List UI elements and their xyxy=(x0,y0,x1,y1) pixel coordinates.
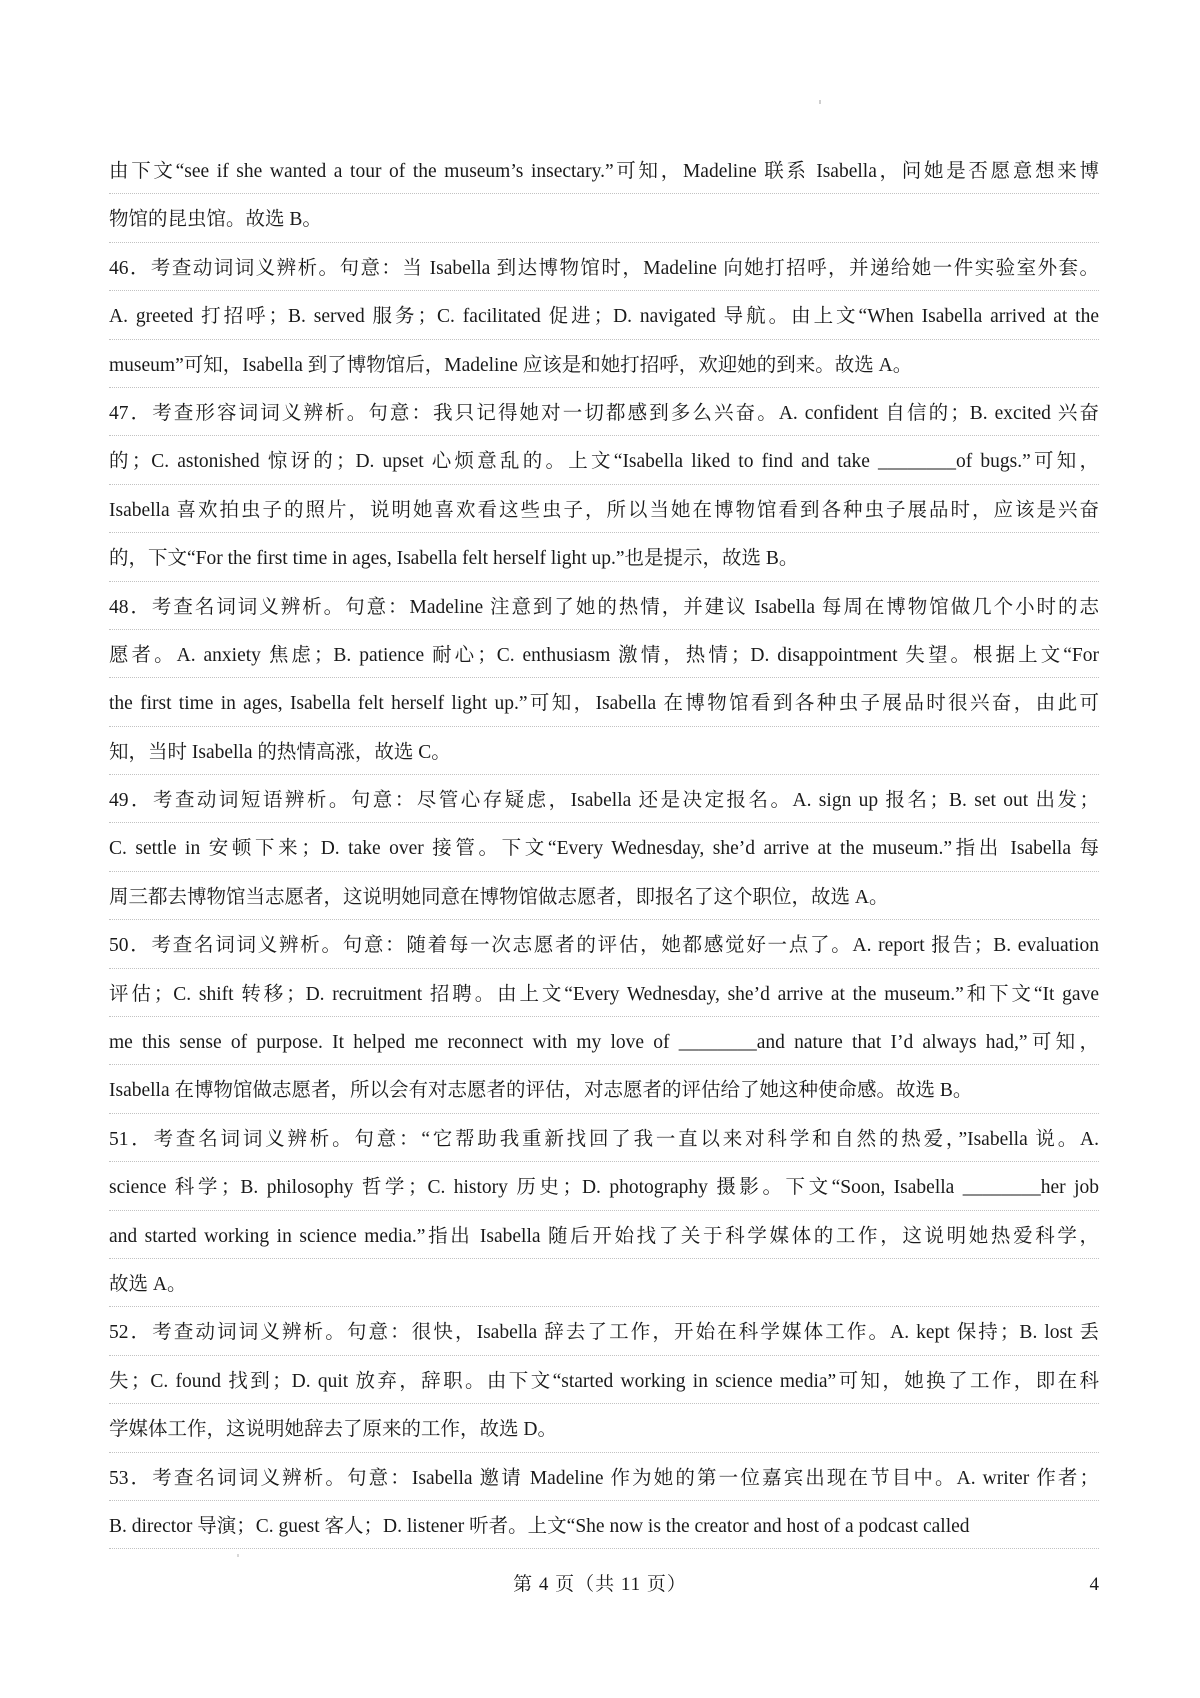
text-line: 知，当时 Isabella 的热情高涨，故选 C。 xyxy=(109,727,1099,775)
text-line: Isabella 喜欢拍虫子的照片，说明她喜欢看这些虫子，所以当她在博物馆看到各种虫子展品时，应该是兴奋 xyxy=(109,485,1099,533)
text-line: 52．考查动词词义辨析。句意：很快，Isabella 辞去了工作，开始在科学媒体工作。A. kept 保持；B. lost 丢 xyxy=(109,1307,1099,1355)
text-line: 46．考查动词词义辨析。句意：当 Isabella 到达博物馆时，Madeline 向她打招呼，并递给她一件实验室外套。 xyxy=(109,243,1099,291)
text-line: me this sense of purpose. It helped me reconnect with my love of ________and nature that I’d always had,”可知， xyxy=(109,1017,1099,1065)
text-line: C. settle in 安顿下来；D. take over 接管。下文“Every Wednesday, she’d arrive at the museum.”指出 Isabella 每 xyxy=(109,823,1099,871)
text-line: B. director 导演；C. guest 客人；D. listener 听者。上文“She now is the creator and host of a podcast called xyxy=(109,1501,1099,1549)
text-line: and started working in science media.”指出 Isabella 随后开始找了关于科学媒体的工作，这说明她热爱科学， xyxy=(109,1211,1099,1259)
page-count-label: 第 4 页（共 11 页） xyxy=(513,1574,687,1595)
scan-speck xyxy=(819,100,821,104)
answer-explanation-body xyxy=(109,146,1099,1549)
text-line: 47．考查形容词词义辨析。句意：我只记得她对一切都感到多么兴奋。A. confident 自信的；B. excited 兴奋 xyxy=(109,388,1099,436)
text-line: 48．考查名词词义辨析。句意：Madeline 注意到了她的热情，并建议 Isabella 每周在博物馆做几个小时的志 xyxy=(109,582,1099,630)
text-line: A. greeted 打招呼；B. served 服务；C. facilitated 促进；D. navigated 导航。由上文“When Isabella arrived at the xyxy=(109,291,1099,339)
text-line: 51．考查名词词义辨析。句意：“它帮助我重新找回了我一直以来对科学和自然的热爱，”Isabella 说。A. xyxy=(109,1114,1099,1162)
text-line: 50．考查名词词义辨析。句意：随着每一次志愿者的评估，她都感觉好一点了。A. report 报告；B. evaluation xyxy=(109,920,1099,968)
text-line: 由下文“see if she wanted a tour of the museum’s insectary.”可知，Madeline 联系 Isabella，问她是否愿意想来博 xyxy=(109,146,1099,194)
scan-speck xyxy=(237,1554,239,1557)
text-line: 的，下文“For the first time in ages, Isabella felt herself light up.”也是提示，故选 B。 xyxy=(109,533,1099,581)
page-number: 4 xyxy=(1089,1574,1099,1595)
text-line: 评估；C. shift 转移；D. recruitment 招聘。由上文“Every Wednesday, she’d arrive at the museum.”和下文“It gave xyxy=(109,969,1099,1017)
text-line: 49．考查动词短语辨析。句意：尽管心存疑虑，Isabella 还是决定报名。A. sign up 报名；B. set out 出发； xyxy=(109,775,1099,823)
text-line: museum”可知，Isabella 到了博物馆后，Madeline 应该是和她打招呼，欢迎她的到来。故选 A。 xyxy=(109,340,1099,388)
text-line: the first time in ages, Isabella felt herself light up.”可知，Isabella 在博物馆看到各种虫子展品时很兴奋，由此可 xyxy=(109,678,1099,726)
text-line: science 科学；B. philosophy 哲学；C. history 历史；D. photography 摄影。下文“Soon, Isabella ________her job xyxy=(109,1162,1099,1210)
text-line: 愿者。A. anxiety 焦虑；B. patience 耐心；C. enthusiasm 激情，热情；D. disappointment 失望。根据上文“For xyxy=(109,630,1099,678)
text-line: 故选 A。 xyxy=(109,1259,1099,1307)
text-line: Isabella 在博物馆做志愿者，所以会有对志愿者的评估，对志愿者的评估给了她这种使命感。故选 B。 xyxy=(109,1065,1099,1113)
text-line: 学媒体工作，这说明她辞去了原来的工作，故选 D。 xyxy=(109,1404,1099,1452)
page-footer xyxy=(0,1570,1200,1600)
text-line: 53．考查名词词义辨析。句意：Isabella 邀请 Madeline 作为她的第一位嘉宾出现在节目中。A. writer 作者； xyxy=(109,1453,1099,1501)
text-line: 周三都去博物馆当志愿者，这说明她同意在博物馆做志愿者，即报名了这个职位，故选 A。 xyxy=(109,872,1099,920)
text-line: 的；C. astonished 惊讶的；D. upset 心烦意乱的。上文“Isabella liked to find and take ________of bugs.”可知， xyxy=(109,436,1099,484)
text-line: 失；C. found 找到；D. quit 放弃，辞职。由下文“started working in science media”可知，她换了工作，即在科 xyxy=(109,1356,1099,1404)
text-line: 物馆的昆虫馆。故选 B。 xyxy=(109,194,1099,242)
